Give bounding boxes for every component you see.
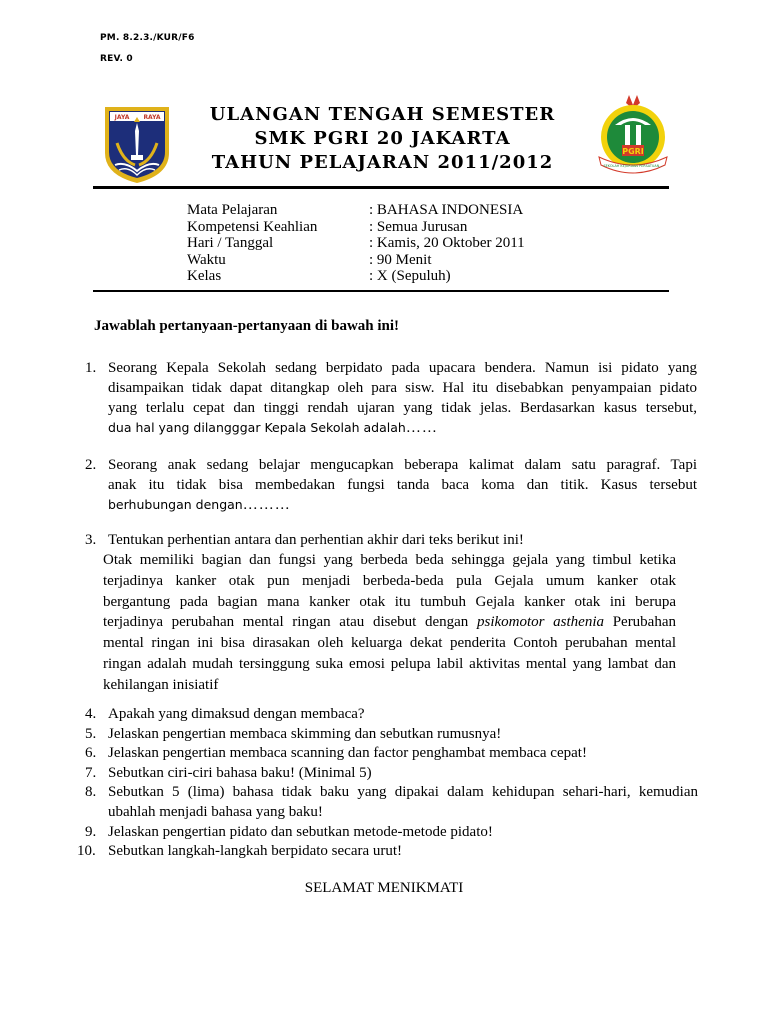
question-number: 6. (85, 745, 97, 762)
document-revision: REV. 0 (100, 54, 133, 64)
question-text-line: disampaikan tidak dapat ditangkap oleh para sisw. Hal itu disebabkan penyampaian pidato (108, 380, 697, 396)
instruction-text: Jawablah pertanyaan-pertanyaan di bawah ini! (94, 318, 400, 334)
question-list (77, 705, 698, 862)
school-name: SMK PGRI 20 JAKARTA (254, 128, 511, 149)
passage-line: bergantung pada bagian mana kanker otak itu tumbuh Gejala kanker otak ini berupa (103, 593, 676, 610)
closing-text: SELAMAT MENIKMATI (304, 880, 464, 896)
info-row-subject (187, 202, 525, 219)
question-number: 1. (85, 360, 97, 376)
info-label: Waktu (187, 251, 226, 268)
passage-line: terjadinya kanker otak pun menjadi berbeda-beda pula Gejala umum kanker otak (103, 572, 676, 589)
question-text-line: Seorang anak sedang belajar mengucapkan beberapa kalimat dalam satu paragraf. Tapi (108, 457, 697, 473)
jakarta-crest-icon (101, 103, 173, 185)
question-number: 9. (85, 823, 97, 840)
question-item (77, 842, 698, 862)
question-text: Jelaskan pengertian membaca scanning dan factor penghambat membaca cepat! (108, 745, 587, 762)
question-item (85, 455, 697, 515)
info-value: : Semua Jurusan (369, 218, 468, 235)
info-row-class (187, 268, 525, 285)
question-text-line: dua hal yang dilangggar Kepala Sekolah adalah (108, 420, 406, 435)
info-row-duration (187, 252, 525, 269)
document-code: PM. 8.2.3./KUR/F6 (100, 33, 195, 43)
question-number: 7. (85, 764, 97, 781)
passage-line (103, 612, 676, 633)
question-text-line: berhubungan dengan (108, 497, 243, 512)
question-item (85, 358, 697, 438)
question-text-continued: ubahlah menjadi bahasa yang baku! (108, 803, 323, 820)
passage-segment: Perubahan (612, 614, 676, 631)
academic-year: TAHUN PELAJARAN 2011/2012 (211, 152, 554, 173)
crest-banner-left: JAYA (114, 114, 130, 121)
question-item (85, 783, 698, 822)
question-text-line: Seorang Kepala Sekolah sedang berpidato pada upacara bendera. Namun isi pidato yang (108, 360, 697, 376)
question-number: 4. (85, 706, 97, 722)
question-text: Jelaskan pengertian pidato dan sebutkan metode-metode pidato! (108, 823, 493, 840)
info-label: Mata Pelajaran (187, 202, 278, 218)
question-text-line: yang terlalu cepat dan tinggi rendah ujaran yang tidak jelas. Berdasarkan kasus tersebut, (108, 400, 697, 416)
header-divider (93, 186, 669, 189)
question-text: Sebutkan 5 (lima) bahasa tidak baku yang dipakai dalam kehidupan sehari-hari, kemudian (108, 784, 698, 801)
question-number: 5. (85, 725, 97, 742)
reading-passage (103, 550, 676, 696)
passage-line: mental ringan ini bisa dirasakan oleh keluarga dekat penderita Contoh perubahan mental (103, 635, 676, 652)
question-text-line: anak itu tidak bisa membedakan fungsi tanda baca koma dan titik. Kasus tersebut (108, 477, 697, 493)
question-text: Sebutkan langkah-langkah berpidato secara urut! (108, 843, 403, 860)
question-text: Sebutkan ciri-ciri bahasa baku! (Minimal 5) (108, 764, 372, 781)
passage-segment: terjadinya perubahan mental ringan atau disebut dengan (103, 614, 469, 631)
question-item (85, 530, 697, 550)
pgri-ribbon-text: SEKOLAH KEJURUAN PERSATUAN... (603, 164, 663, 168)
exam-title: ULANGAN TENGAH SEMESTER (209, 104, 556, 125)
info-divider (93, 290, 669, 292)
info-value: : BAHASA INDONESIA (369, 202, 524, 218)
passage-italic-term: psikomotor asthenia (476, 614, 604, 631)
answer-blank: …… (405, 420, 438, 436)
passage-line: ringan adalah mudah tersinggung suka emosi pelupa labil aktivitas mental yang lambat dan (103, 655, 676, 672)
info-value: : 90 Menit (369, 251, 432, 268)
question-number: 2. (85, 457, 97, 473)
question-number: 3. (85, 532, 97, 548)
answer-blank: ……… (242, 497, 291, 513)
question-item (85, 764, 698, 784)
pgri-emblem-icon (591, 91, 675, 179)
passage-line: kehilangan inisiatif (103, 676, 219, 693)
question-number: 8. (85, 784, 97, 801)
crest-banner-right: RAYA (143, 114, 161, 121)
question-item (85, 823, 698, 843)
passage-line: Otak memiliki bagian dan fungsi yang berbeda beda sehingga gejala yang timbul ketika (103, 552, 676, 568)
exam-info-table (187, 202, 525, 285)
info-row-date (187, 235, 525, 252)
info-value: : X (Sepuluh) (369, 268, 451, 285)
question-item (85, 725, 698, 745)
info-row-competency (187, 219, 525, 236)
info-label: Kelas (187, 268, 222, 285)
question-item (85, 705, 698, 725)
info-label: Hari / Tanggal (187, 235, 274, 252)
question-text: Apakah yang dimaksud dengan membaca? (108, 706, 365, 722)
question-item (85, 744, 698, 764)
question-text: Jelaskan pengertian membaca skimming dan sebutkan rumusnya! (108, 725, 502, 742)
question-text: Tentukan perhentian antara dan perhentian akhir dari teks berikut ini! (108, 532, 524, 548)
info-value: : Kamis, 20 Oktober 2011 (369, 235, 525, 252)
info-label: Kompetensi Keahlian (187, 218, 318, 235)
question-number: 10. (77, 843, 96, 860)
pgri-badge-text: PGRI (622, 147, 644, 156)
